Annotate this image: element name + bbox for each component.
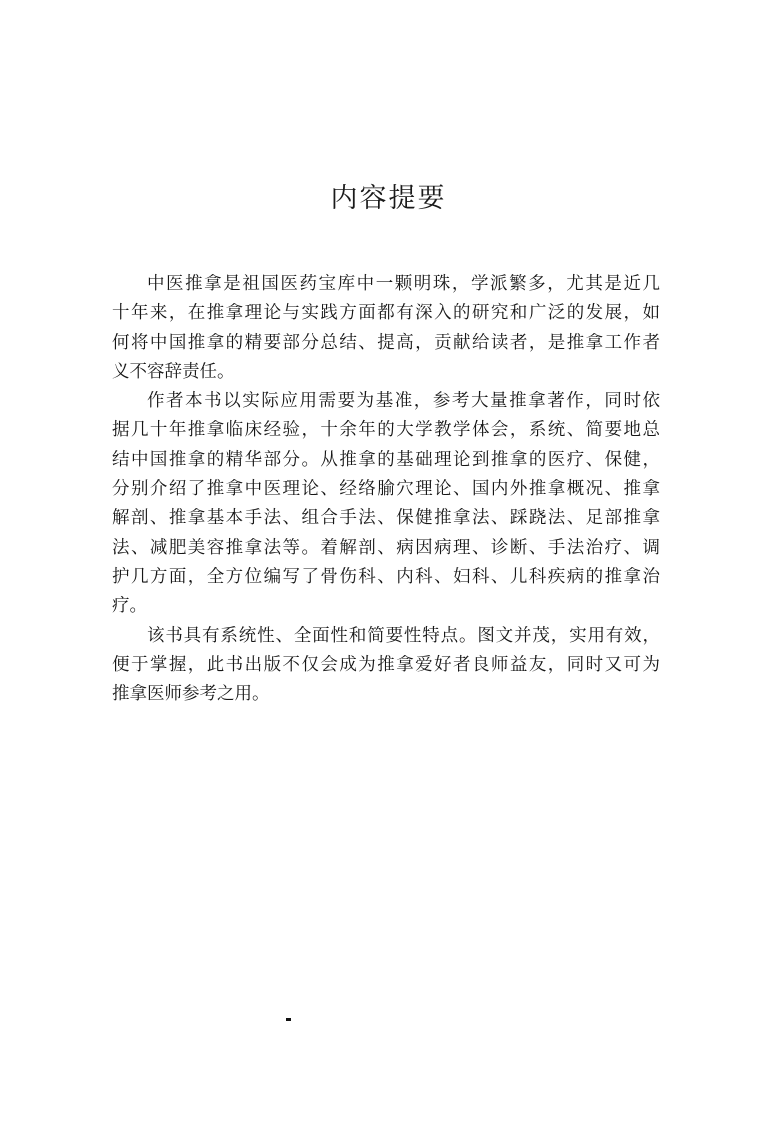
paragraph-3-line-2: 便于掌握，此书出版不仅会成为推拿爱好者良师益友，同时又可为 [112, 654, 660, 675]
paragraph-2-line-2: 据几十年推拿临床经验，十余年的大学教学体会，系统、简要地总 [112, 420, 660, 441]
paragraph-2-line-8: 疗。 [112, 596, 147, 617]
paragraph-1-line-3: 何将中国推拿的精要部分总结、提高，贡献给读者，是推拿工作者 [112, 332, 660, 353]
paragraph-1-line-1: 中医推拿是祖国医药宝库中一颗明珠，学派繁多，尤其是近几 [147, 274, 660, 294]
paragraph-2-line-7: 护几方面，全方位编写了骨伤科、内科、妇科、儿科疾病的推拿治 [112, 566, 660, 587]
paragraph-3-line-3: 推拿医师参考之用。 [112, 684, 270, 705]
paragraph-1-line-4: 义不容辞责任。 [112, 361, 235, 382]
paragraph-3-line-1: 该书具有系统性、全面性和简要性特点。图文并茂，实用有效， [147, 625, 660, 646]
page-title: 内容提要 [330, 183, 447, 214]
paragraph-2-line-6: 法、减肥美容推拿法等。着解剖、病因病理、诊断、手法治疗、调 [112, 537, 660, 558]
summary-body [112, 270, 660, 709]
paragraph-2-line-5: 解剖、推拿基本手法、组合手法、保健推拿法、踩跷法、足部推拿 [112, 508, 660, 529]
paragraph-2-line-1: 作者本书以实际应用需要为基准，参考大量推拿著作，同时依 [147, 391, 660, 412]
paragraph-2-line-3: 结中国推拿的精华部分。从推拿的基础理论到推拿的医疗、保健， [112, 449, 660, 470]
page-mark [286, 1018, 291, 1021]
paragraph-1-line-2: 十年来，在推拿理论与实践方面都有深入的研究和广泛的发展，如 [112, 303, 660, 324]
paragraph-2-line-4: 分别介绍了推拿中医理论、经络腧穴理论、国内外推拿概况、推拿 [112, 479, 660, 500]
